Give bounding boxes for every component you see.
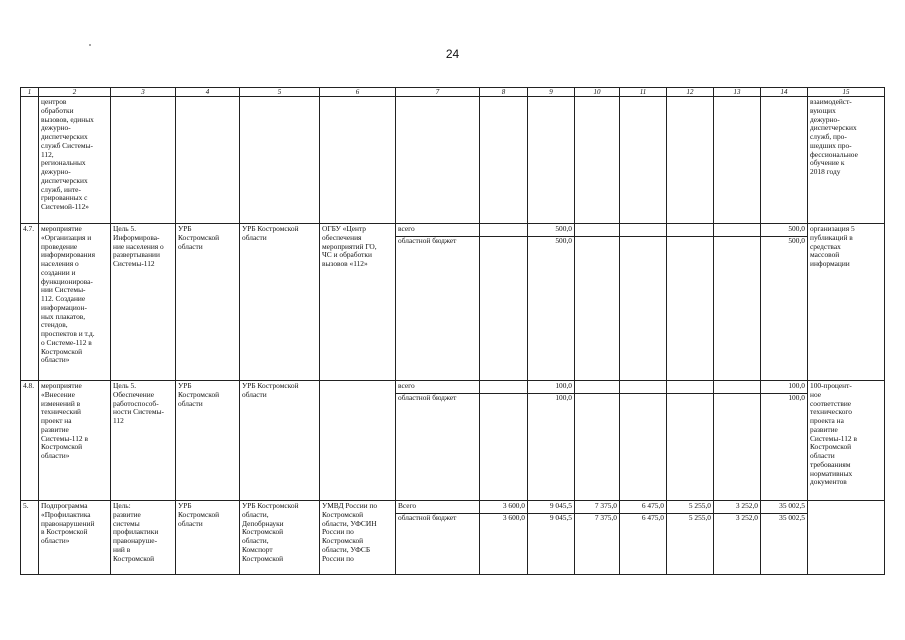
participants	[320, 97, 396, 224]
column-number: 15	[808, 88, 885, 97]
participants	[320, 381, 396, 501]
funding-value: 7 375,0	[594, 501, 617, 511]
measure-goal	[111, 97, 176, 224]
funding-value: 7 375,0	[575, 513, 619, 525]
funding-2020	[714, 501, 761, 575]
funding-source	[396, 501, 480, 575]
funding-value	[716, 225, 758, 236]
table-row	[21, 97, 885, 224]
funding-value	[620, 393, 666, 405]
funding-value	[480, 393, 527, 405]
participants: ОГБУ «Центр обеспечения мероприятий ГО, ЧС и обработки вызовов «112»	[320, 224, 396, 381]
measure-goal: Цель: развитие системы профилактики правонаруше- ний в Костромской	[111, 501, 176, 575]
funding-2019	[667, 381, 714, 501]
funding-value	[575, 393, 619, 405]
funding-2015	[480, 224, 528, 381]
funding-2018	[620, 501, 667, 575]
funding-value	[714, 97, 761, 224]
funding-2016	[528, 224, 575, 381]
column-number: 8	[480, 88, 528, 97]
funding-2017	[575, 224, 620, 381]
funding-value: 500,0	[555, 224, 572, 234]
funding-value: 500,0	[761, 236, 807, 248]
funding-value: 5 255,0	[667, 513, 713, 525]
funding-2016	[528, 501, 575, 575]
funding-value: 35 002,5	[761, 513, 807, 525]
funding-value	[622, 382, 664, 393]
funding-value	[667, 97, 714, 224]
co-executors: УРБ Костромской области, Депобрнауки Костромской области, Комспорт Костромской	[240, 501, 320, 575]
funding-value: 5 255,0	[688, 501, 711, 511]
responsible-executor	[176, 97, 240, 224]
participants: УМВД России по Костромской области, УФСИН России по Костромской области, УФСБ России по	[320, 501, 396, 575]
funding-value	[620, 236, 666, 248]
funding-2017	[575, 381, 620, 501]
column-number: 10	[575, 88, 620, 97]
funding-value	[714, 393, 760, 405]
funding-2017	[575, 501, 620, 575]
column-number: 13	[714, 88, 761, 97]
funding-value: 35 002,5	[779, 501, 805, 511]
funding-value: 6 475,0	[641, 501, 664, 511]
column-number: 4	[176, 88, 240, 97]
funding-value: 9 045,5	[528, 513, 574, 525]
funding-value: 6 475,0	[620, 513, 666, 525]
column-number: 3	[111, 88, 176, 97]
column-number: 14	[761, 88, 808, 97]
expected-result: организация 5 публикаций в средствах массовой информации	[808, 224, 885, 381]
funding-2020	[714, 381, 761, 501]
funding-value: 3 600,0	[480, 513, 527, 525]
funding-value	[669, 382, 711, 393]
funding-value	[482, 225, 525, 236]
funding-value	[622, 225, 664, 236]
funding-2020	[714, 224, 761, 381]
row-number: 5.	[21, 501, 39, 575]
funding-value: 9 045,5	[549, 501, 572, 511]
funding-2019	[667, 501, 714, 575]
measure-name: мероприятие «Внесение изменений в технический проект на развитие Системы-112 в Костромской области»	[39, 381, 111, 501]
table-row	[21, 224, 885, 381]
funding-source-regional: областной бюджет	[396, 393, 479, 405]
column-number: 1	[21, 88, 39, 97]
funding-value: 100,0	[555, 381, 572, 391]
row-number	[21, 97, 39, 224]
funding-value	[575, 97, 620, 224]
funding-value	[577, 225, 617, 236]
measure-goal: Цель 5. Обеспечение работоспособ- ности Системы- 112	[111, 381, 176, 501]
funding-value	[761, 97, 808, 224]
funding-source	[396, 381, 480, 501]
expected-result	[808, 501, 885, 575]
funding-source-total: всего	[398, 224, 415, 234]
funding-value	[667, 236, 713, 248]
co-executors: УРБ Костромской области	[240, 381, 320, 501]
page-number: 24	[445, 47, 460, 61]
column-number: 7	[396, 88, 480, 97]
program-measures-table	[20, 87, 885, 575]
funding-value: 3 252,0	[714, 513, 760, 525]
co-executors: УРБ Костромской области	[240, 224, 320, 381]
funding-value: 100,0	[761, 393, 807, 405]
responsible-executor: УРБ Костромской области	[176, 224, 240, 381]
funding-source-total: Всего	[398, 501, 417, 511]
funding-value: 3 600,0	[502, 501, 525, 511]
expected-result: 100-процент- ное соответствие технического проекта на развитие Системы-112 в Костромской области требованиям нормативных документов	[808, 381, 885, 501]
column-number: 12	[667, 88, 714, 97]
funding-source	[396, 224, 480, 381]
funding-value	[714, 236, 760, 248]
funding-value	[528, 97, 575, 224]
measure-name: Подпрограмма «Профилактика правонарушений в Костромской области»	[39, 501, 111, 575]
funding-value: 100,0	[788, 381, 805, 391]
funding-value: 500,0	[528, 236, 574, 248]
column-number: 2	[39, 88, 111, 97]
column-number: 9	[528, 88, 575, 97]
funding-value: 500,0	[788, 224, 805, 234]
column-numbers-row	[21, 88, 885, 97]
table-row	[21, 501, 885, 575]
funding-2018	[620, 381, 667, 501]
funding-value	[716, 382, 758, 393]
measure-goal: Цель 5. Информирова- ние населения о развертывании Системы-112	[111, 224, 176, 381]
funding-source	[396, 97, 480, 224]
column-number: 6	[320, 88, 396, 97]
row-number: 4.7.	[21, 224, 39, 381]
funding-source-regional: областной бюджет	[396, 513, 479, 525]
funding-value	[667, 393, 713, 405]
expected-result: взаимодейст- вующих дежурно- диспетчерских служб, про- шедших про- фессиональное обучение к 2018 году	[808, 97, 885, 224]
responsible-executor: УРБ Костромской области	[176, 381, 240, 501]
funding-value	[620, 97, 667, 224]
funding-value	[480, 236, 527, 248]
column-number: 11	[620, 88, 667, 97]
funding-source-total: всего	[398, 381, 415, 391]
funding-total	[761, 501, 808, 575]
table-row	[21, 381, 885, 501]
funding-2015	[480, 501, 528, 575]
funding-value	[669, 225, 711, 236]
funding-2019	[667, 224, 714, 381]
funding-2018	[620, 224, 667, 381]
funding-total	[761, 224, 808, 381]
responsible-executor: УРБ Костромской области	[176, 501, 240, 575]
co-executors	[240, 97, 320, 224]
funding-total	[761, 381, 808, 501]
funding-value	[482, 382, 525, 393]
column-number: 5	[240, 88, 320, 97]
funding-2015	[480, 381, 528, 501]
funding-value	[575, 236, 619, 248]
funding-value	[480, 97, 528, 224]
funding-2016	[528, 381, 575, 501]
funding-value: 100,0	[528, 393, 574, 405]
row-number: 4.8.	[21, 381, 39, 501]
funding-value	[577, 382, 617, 393]
funding-value: 3 252,0	[735, 501, 758, 511]
funding-source-regional: областной бюджет	[396, 236, 479, 248]
measure-name: мероприятие «Организация и проведение информирования населения о создании и функционирова- нии Системы- 112. Создание информацион- ных плакатов, стендов, проспектов и т.д. о Системе-112 в Костромской области»	[39, 224, 111, 381]
scan-speck	[89, 44, 91, 46]
measure-name: центров обработки вызовов, единых дежурно- диспетчерских служб Системы- 112, региональных дежурно- диспетчерских служб, инте- грированных с Системой-112»	[39, 97, 111, 224]
